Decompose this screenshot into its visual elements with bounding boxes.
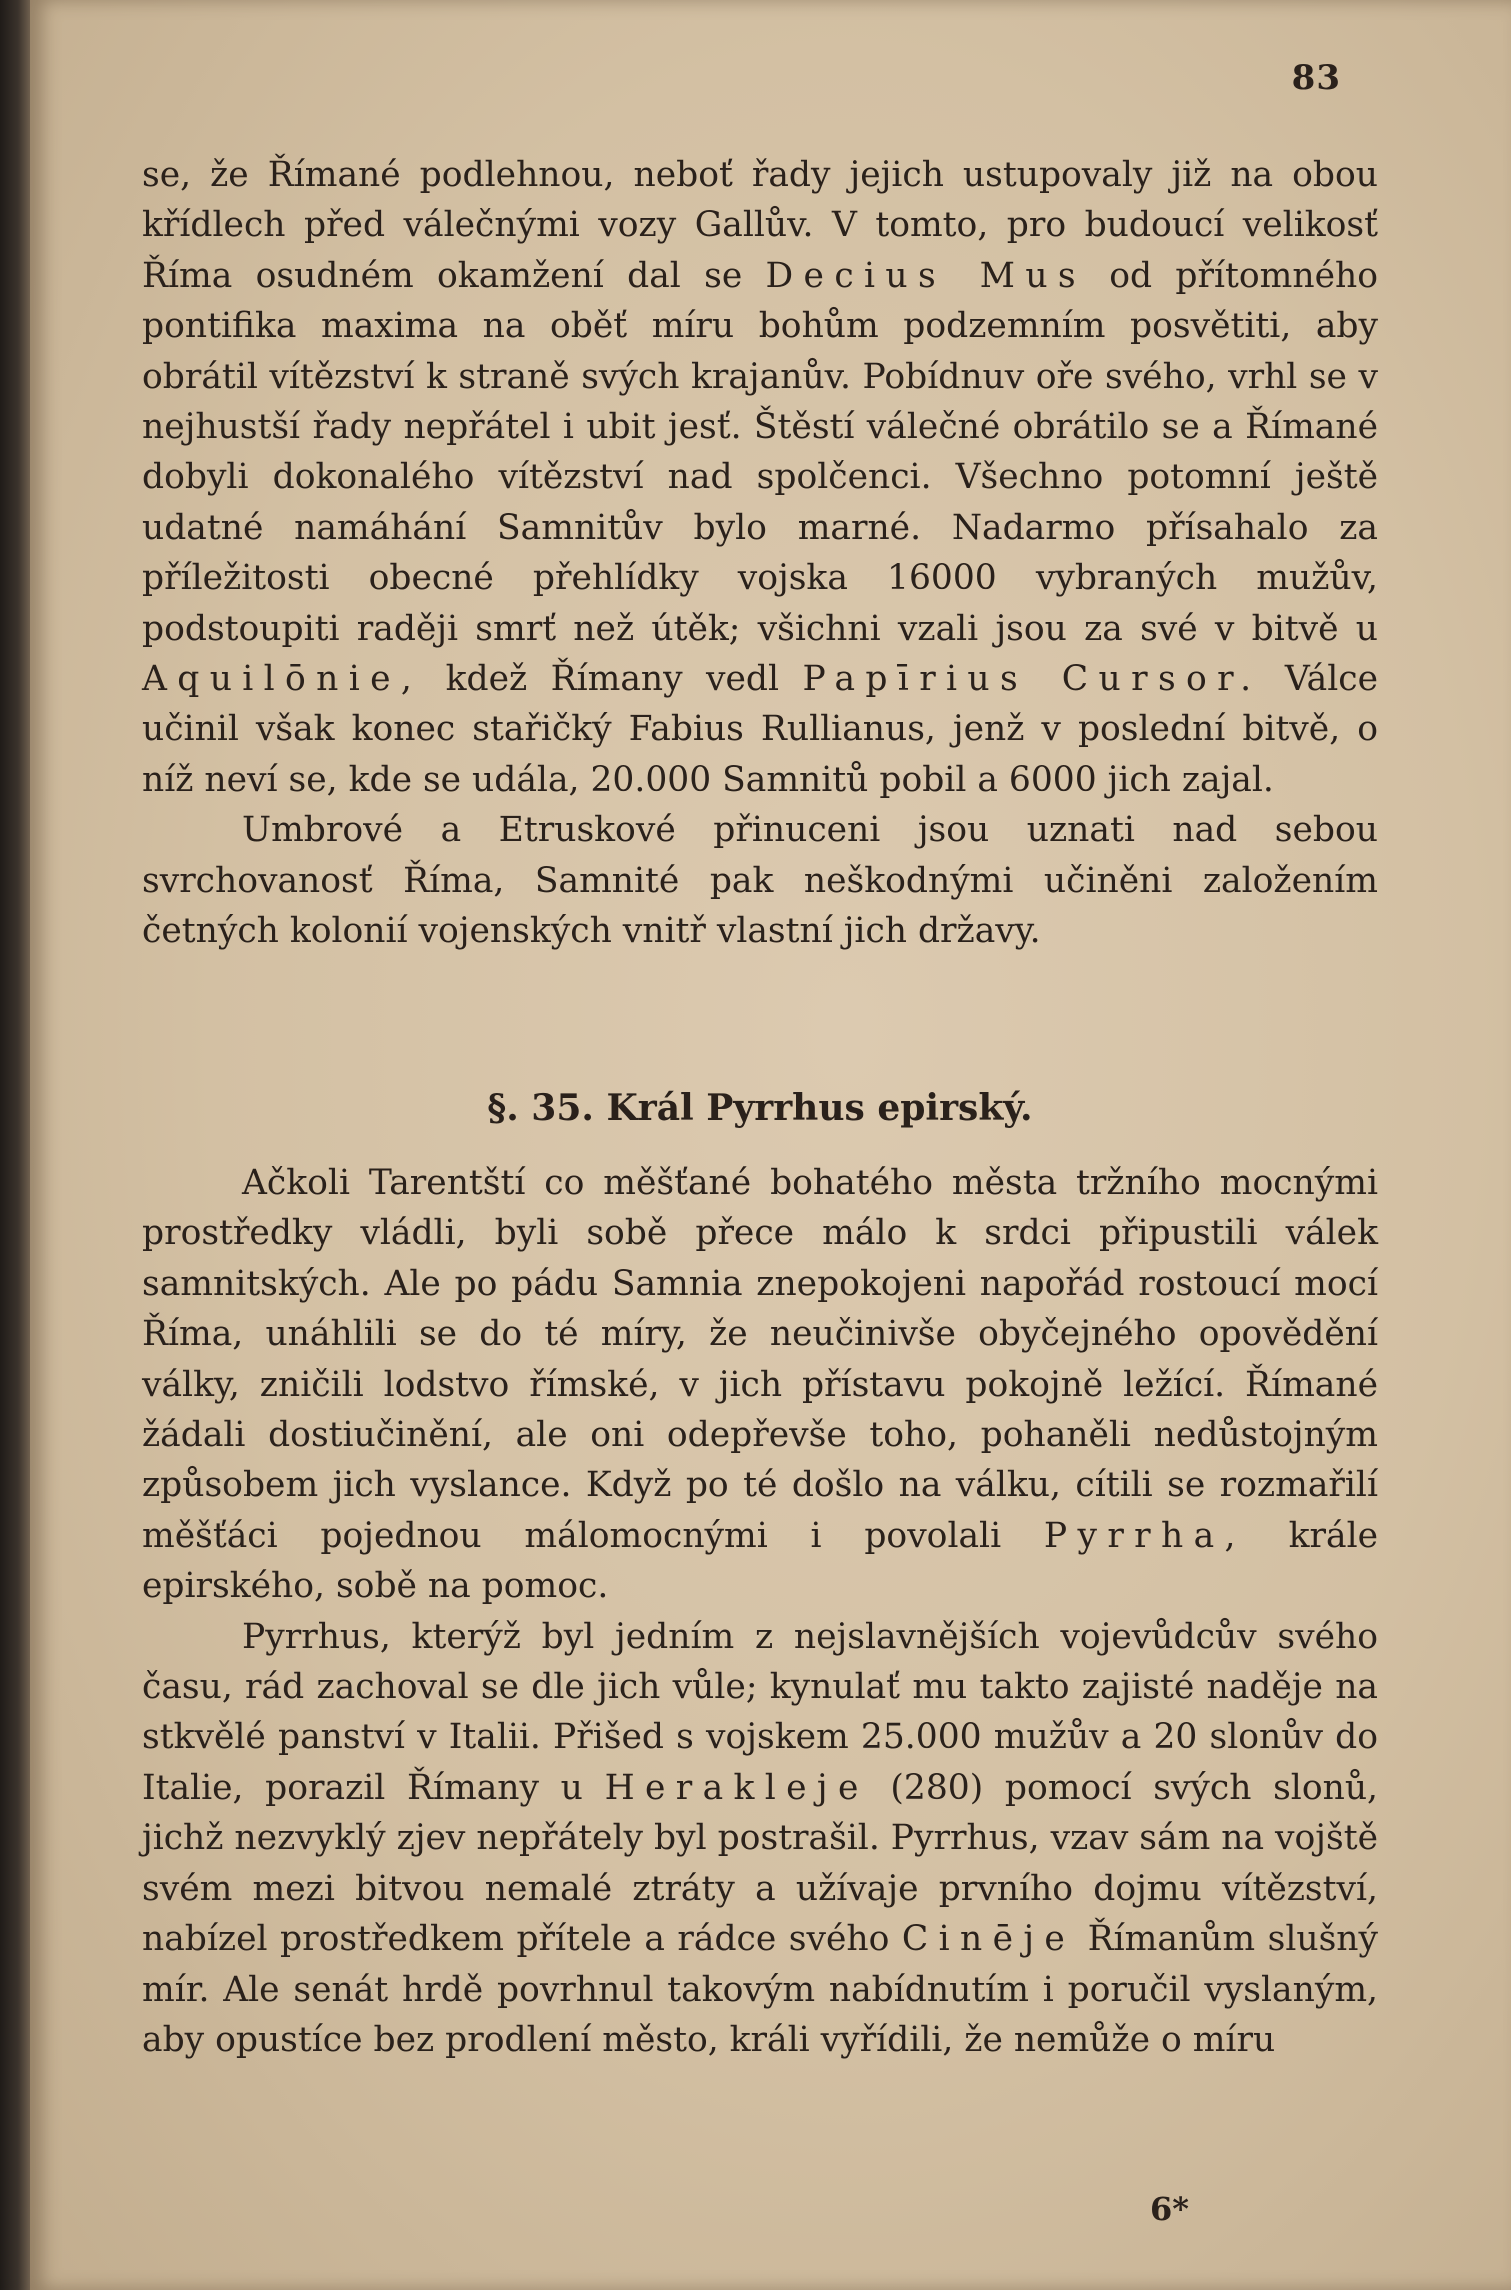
place-name-aquilonie: Aquilōnie, bbox=[142, 659, 423, 700]
scan-binding-edge bbox=[0, 0, 30, 2290]
paragraph-pyrrhus bbox=[142, 1612, 1378, 2066]
text-run: (280) pomocí svých slonů, jichž nezvyklý zjev nepřátely byl postrašil. Pyrrhus, vzav sám na vojště svém mezi bitvou nemalé ztráty a užívaje prvního dojmu vítězství, nabízel prostředkem přítele a rádce svého bbox=[142, 1767, 1379, 1960]
place-name-herakleje: Herakleje bbox=[604, 1767, 869, 1808]
text-run: Válce učinil však konec stařičký Fabius Rullianus, jenž v poslední bitvě, o níž neví se, kde se udála, 20.000 Samnitů pobil a 6000 jich zajal. bbox=[142, 659, 1378, 800]
text-run: Ačkoli Tarentští co měšťané bohatého města tržního mocnými prostředky vládli, byli sobě přece málo k srdci připustili válek samnitských. Ale po pádu Samnia znepokojeni napořád rostoucí mocí Říma, unáhlili se do té míry, že neučinivše obyčejného opovědění války, zničili lodstvo římské, v jich přístavu pokojně ležící. Římané žádali dostiučinění, ale oni odepřevše toho, pohaněli nedůstojným způsobem jich vyslance. Když po té došlo na válku, cítili se rozmařilí měšťáci pojednou málomocnými i povolali bbox=[142, 1163, 1378, 1556]
section-heading bbox=[142, 1083, 1378, 1133]
text-run: Římanům slušný mír. Ale senát hrdě povrhnul takovým nabídnutím i poručil vyslaným, aby opustíce bez prodlení město, králi vyřídili, že nemůže o míru bbox=[142, 1919, 1378, 2060]
text-run: se, že Římané podlehnou, neboť řady jejich ustupovaly již na obou křídlech před válečnými vozy Gallův. V tomto, pro budoucí velikosť Říma osudném okamžení dal se bbox=[142, 155, 1378, 296]
text-section-top bbox=[142, 150, 1378, 957]
signature-mark: 6* bbox=[1150, 2190, 1189, 2228]
section-number: §. 35. bbox=[487, 1087, 594, 1129]
person-name-papirius: Papīrius Cursor. bbox=[802, 659, 1262, 700]
text-run: Pyrrhus, kterýž byl jedním z nejslavnějších vojevůdcův svého času, rád zachoval se dle jich vůle; kynulať mu takto zajisté naděje na stkvělé panství v Italii. Přišed s vojskem 25.000 mužův a 20 slonův do Italie, porazil Římany u bbox=[142, 1616, 1378, 1808]
section-title: Král Pyrrhus epirský. bbox=[606, 1087, 1033, 1129]
text-run: krále epirského, sobě na pomoc. bbox=[142, 1515, 1379, 1607]
text-run: od přítomného pontifika maxima na oběť míru bohům podzemním posvětiti, aby obrátil vítězství k straně svých krajanův. Pobídnuv oře svého, vrhl se v nejhustší řady nepřátel i ubit jesť. Štěstí válečné obrátilo se a Římané dobyli dokonalého vítězství nad spolčenci. Všechno potomní ještě udatné namáhání Samnitův bylo marné. Nadarmo přísahalo za příležitosti obecné přehlídky vojska 16000 vybraných mužův, podstoupiti raději smrť než útěk; všichni vzali jsou za své v bitvě u bbox=[142, 255, 1379, 649]
person-name-pyrrha: Pyrrha, bbox=[1043, 1515, 1246, 1556]
paragraph-decius bbox=[142, 150, 1378, 805]
person-name-cineje: Cinēje bbox=[901, 1919, 1076, 1960]
text-run: kdež Římany vedl bbox=[445, 659, 780, 700]
person-name-decius: Decius Mus bbox=[765, 255, 1086, 296]
paragraph-umbrove: Umbrové a Etruskové přinuceni jsou uznati nad sebou svrchovanosť Říma, Samnité pak neškodnými učiněni založením četných kolonií vojenských vnitř vlastní jich državy. bbox=[142, 810, 1378, 952]
text-section-bottom bbox=[142, 1158, 1378, 2065]
page-number: 83 bbox=[1291, 58, 1341, 98]
paragraph-tarentsti bbox=[142, 1158, 1378, 1612]
book-page bbox=[30, 0, 1511, 2290]
